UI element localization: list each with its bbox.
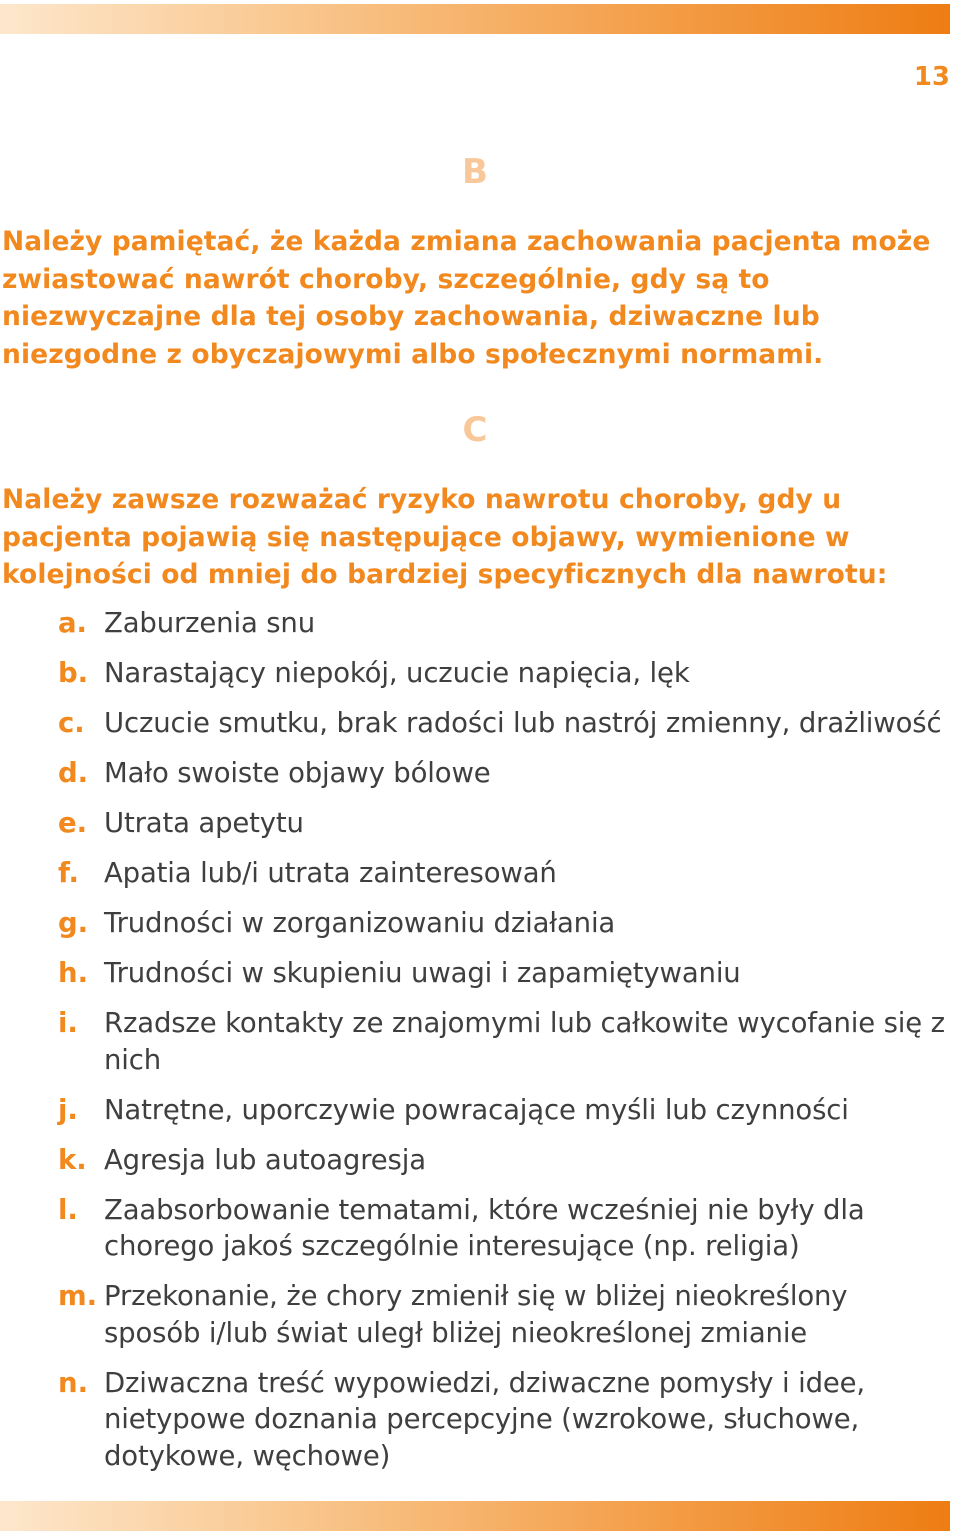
list-item-text: Dziwaczna treść wypowiedzi, dziwaczne pomysły i idee, nietypowe doznania percepcyjne (wzrokowe, słuchowe, dotykowe, węchowe) — [104, 1366, 866, 1472]
list-marker: c. — [58, 707, 85, 739]
list-item-text: Zaburzenia snu — [104, 607, 315, 639]
list-item-text: Trudności w skupieniu uwagi i zapamiętywaniu — [104, 957, 741, 989]
bottom-decorative-bar — [0, 1501, 950, 1531]
list-item-text: Rzadsze kontakty ze znajomymi lub całkowite wycofanie się z nich — [104, 1007, 945, 1076]
list-item-text: Trudności w zorganizowaniu działania — [104, 907, 616, 939]
list-marker: f. — [58, 857, 79, 889]
list-marker: i. — [58, 1007, 78, 1039]
list-marker: n. — [58, 1366, 89, 1399]
list-item — [58, 1365, 948, 1475]
page-number: 13 — [913, 62, 950, 92]
list-item-text: Przekonanie, że chory zmienił się w bliżej nieokreślony sposób i/lub świat uległ bliżej nieokreślonej zmianie — [104, 1280, 848, 1349]
list-item-text: Utrata apetytu — [104, 807, 304, 839]
list-item — [58, 605, 948, 642]
list-marker: e. — [58, 807, 88, 839]
list-marker: h. — [58, 957, 89, 989]
list-item — [58, 755, 948, 792]
list-marker: l. — [58, 1193, 78, 1226]
list-item — [58, 705, 948, 742]
list-item — [58, 1142, 948, 1179]
list-item-text: Narastający niepokój, uczucie napięcia, lęk — [104, 657, 690, 689]
list-item — [58, 655, 948, 692]
list-item-text: Mało swoiste objawy bólowe — [104, 757, 491, 789]
list-item — [58, 955, 948, 992]
list-marker: j. — [58, 1093, 78, 1126]
section-letter-c: C — [462, 410, 488, 450]
section-letter-b: B — [462, 152, 488, 192]
list-item — [58, 855, 948, 892]
symptom-list — [58, 605, 948, 1488]
section-b-paragraph: Należy pamiętać, że każda zmiana zachowania pacjenta może zwiastować nawrót choroby, szczególnie, gdy są to niezwyczajne dla tej osoby zachowania, dziwaczne lub niezgodne z obyczajowymi albo społecznymi normami. — [2, 226, 931, 370]
list-marker: m. — [58, 1280, 98, 1312]
list-marker: a. — [58, 607, 88, 639]
top-decorative-bar — [0, 4, 950, 34]
list-item — [58, 805, 948, 842]
list-item-text: Uczucie smutku, brak radości lub nastrój zmienny, drażliwość — [104, 707, 942, 739]
list-item — [58, 905, 948, 942]
list-item — [58, 1005, 948, 1078]
list-marker: g. — [58, 907, 89, 939]
list-marker: d. — [58, 757, 89, 789]
list-item-text: Natrętne, uporczywie powracające myśli lub czynności — [104, 1093, 849, 1126]
list-item-text: Agresja lub autoagresja — [104, 1143, 426, 1176]
list-item — [58, 1278, 948, 1351]
list-item — [58, 1192, 948, 1265]
section-c-paragraph: Należy zawsze rozważać ryzyko nawrotu choroby, gdy u pacjenta pojawią się następujące objawy, wymienione w kolejności od mniej do bardziej specyficznych dla nawrotu: — [2, 484, 888, 590]
list-item — [58, 1092, 948, 1129]
list-marker: b. — [58, 657, 89, 689]
list-marker: k. — [58, 1143, 87, 1176]
list-item-text: Zaabsorbowanie tematami, które wcześniej nie były dla chorego jakoś szczególnie interesujące (np. religia) — [104, 1193, 865, 1262]
list-item-text: Apatia lub/i utrata zainteresowań — [104, 857, 557, 889]
